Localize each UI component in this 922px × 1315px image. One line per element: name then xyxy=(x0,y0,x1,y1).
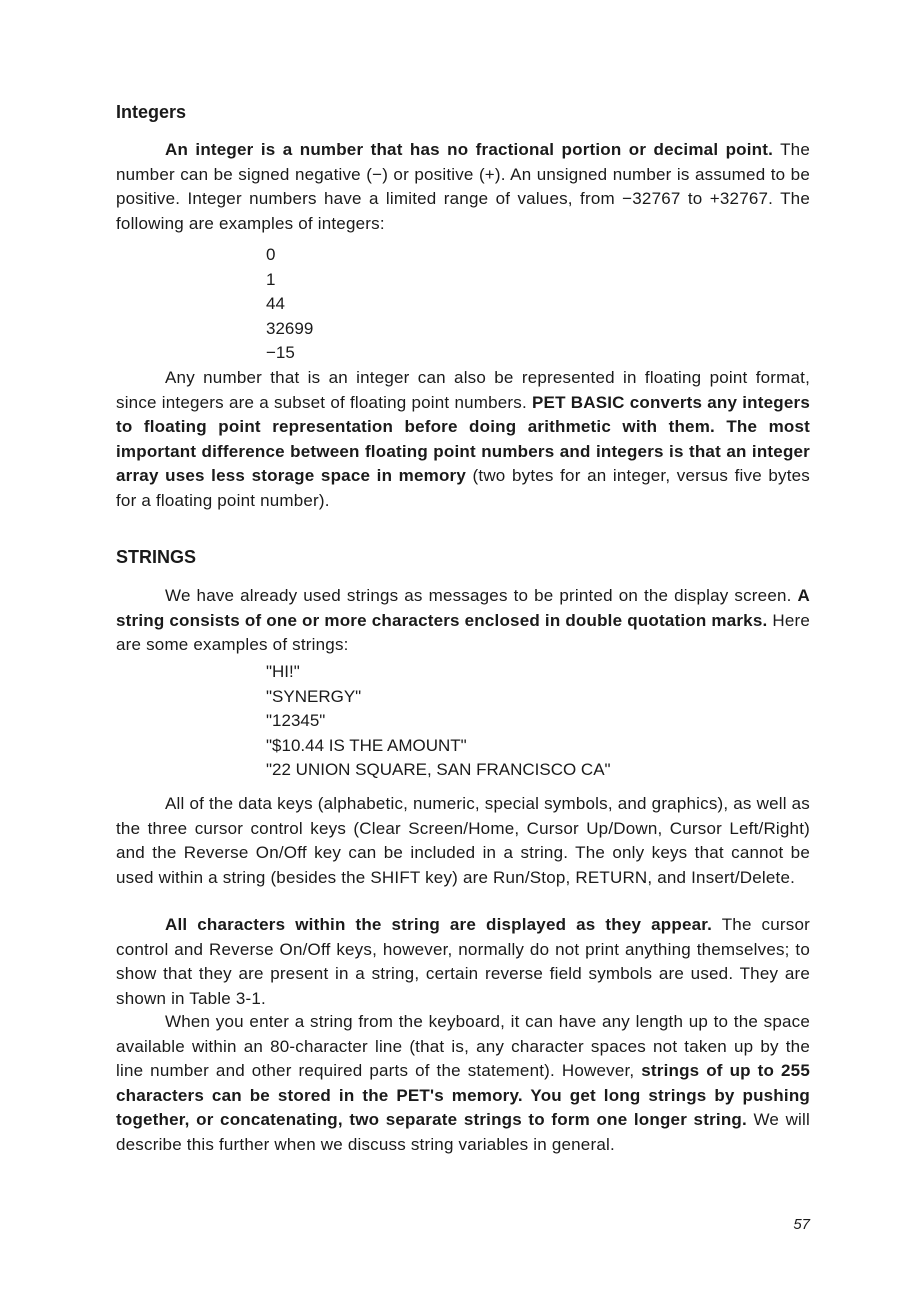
bold-text: A string consists of one or more characters enclosed in double quotation marks. xyxy=(116,586,810,630)
list-item: "22 UNION SQUARE, SAN FRANCISCO CA" xyxy=(266,760,611,780)
list-item: 0 xyxy=(266,245,276,264)
body-text: The number can be signed negative (−) or positive (+). An unsigned number is assumed to be positive. Integer numbers have a limited range of values, from −32767 to +32767. The following are examples of integers: xyxy=(116,140,810,233)
body-text: We have already used strings as messages to be printed on the display screen. xyxy=(165,586,798,605)
paragraph-string-length xyxy=(116,1010,810,1158)
list-item: "$10.44 IS THE AMOUNT" xyxy=(266,735,467,755)
list-item: 32699 xyxy=(266,318,314,338)
body-text: Any number that is an integer can also be represented in floating point format, since integers are a subset of floating point numbers. xyxy=(116,368,810,412)
paragraph-string-definition xyxy=(116,584,810,658)
heading-integers: Integers xyxy=(116,102,187,122)
body-text: (two bytes for an integer, versus five bytes for a floating point number). xyxy=(116,466,810,510)
list-item: "SYNERGY" xyxy=(266,686,362,706)
paragraph-data-keys: All of the data keys (alphabetic, numeric, special symbols, and graphics), as well as the three cursor control keys (Clear Screen/Home, Cursor Up/Down, Cursor Left/Right) and the Reverse On/Off key can be included in a string. The only keys that cannot be used within a string (besides the SHIFT key) are Run/Stop, RETURN, and Insert/Delete. xyxy=(116,794,810,887)
paragraph-display xyxy=(116,913,810,1011)
paragraph-integer-definition xyxy=(116,138,810,236)
list-item: "HI!" xyxy=(266,662,300,681)
list-item: −15 xyxy=(266,343,295,363)
bold-text: PET BASIC converts any integers to floating point representation before doing arithmetic with them. The most important difference between floating point numbers and integers is that an integer array uses less storage space in memory xyxy=(116,392,810,486)
body-text: We will describe this further when we discuss string variables in general. xyxy=(116,1110,810,1154)
list-item: 44 xyxy=(266,294,285,314)
string-examples xyxy=(266,660,611,783)
bold-text: An integer is a number that has no fractional portion or decimal point. xyxy=(165,140,774,159)
body-text: When you enter a string from the keyboard, it can have any length up to the space available within an 80-character line (that is, any character spaces not taken up by the line number and other required parts of the statement). However, xyxy=(116,1012,810,1081)
integer-examples xyxy=(266,243,313,366)
body-text: The cursor control and Reverse On/Off keys, however, normally do not print anything themselves; to show that they are present in a string, certain reverse field symbols are used. They are shown in Table 3-1. xyxy=(116,915,810,1008)
heading-strings: STRINGS xyxy=(116,547,197,567)
bold-text: strings of up to 255 characters can be stored in the PET's memory. You get long strings by pushing together, or concatenating, two separate strings to form one longer string. xyxy=(116,1061,810,1130)
page-number: 57 xyxy=(793,1216,810,1233)
paragraph-floating-point xyxy=(116,366,810,514)
list-item: "12345" xyxy=(266,711,326,731)
body-text: Here are some examples of strings: xyxy=(116,610,810,655)
list-item: 1 xyxy=(266,269,276,289)
bold-text: All characters within the string are displayed as they appear. xyxy=(165,915,713,934)
